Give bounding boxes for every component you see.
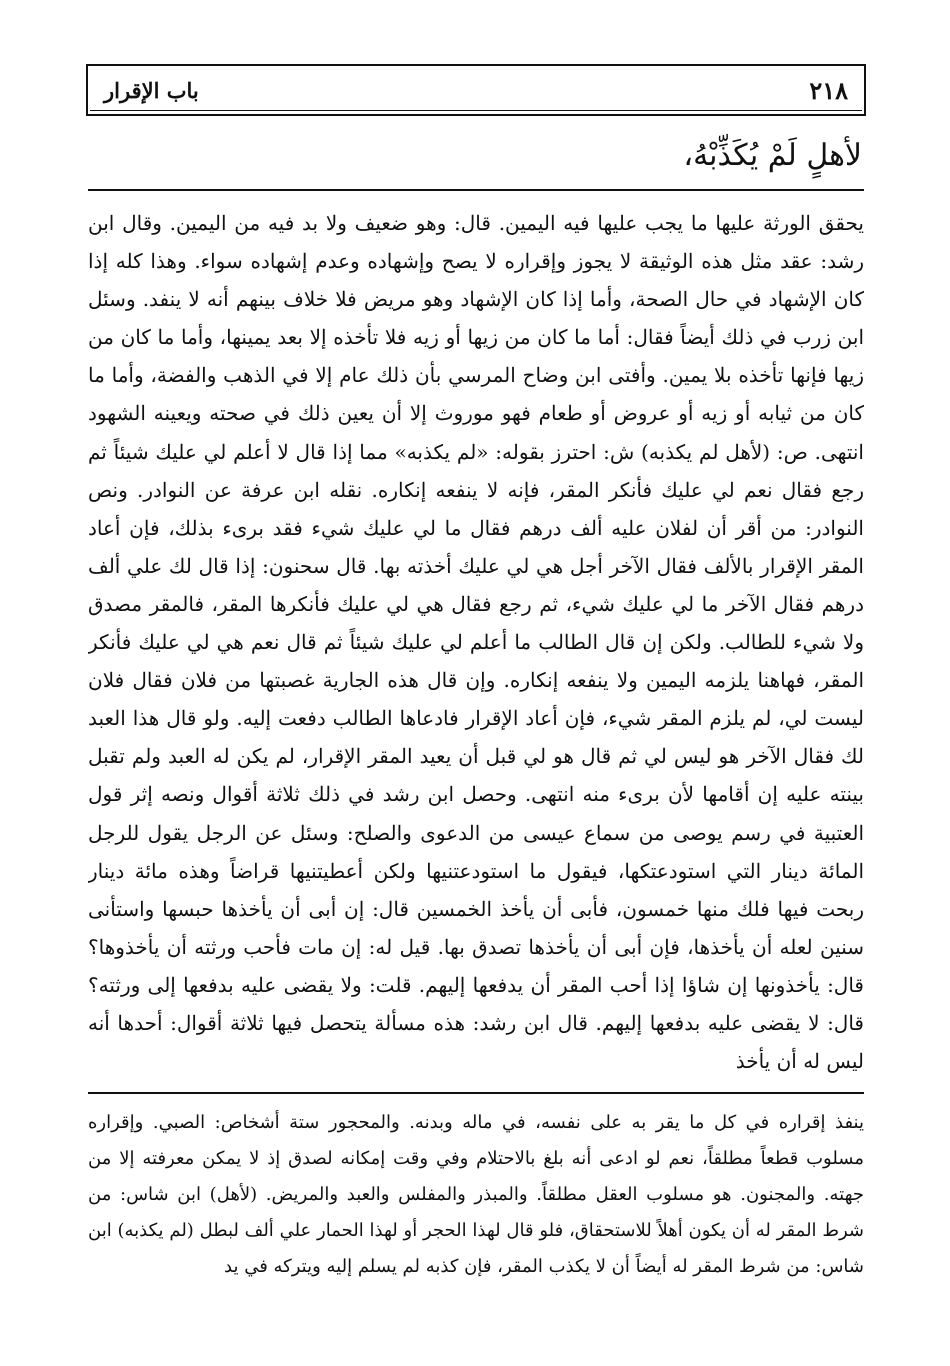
commentary-text: يحقق الورثة عليها ما يجب عليها فيه اليمين. قال: وهو ضعيف ولا بد فيه من اليمين. وقال ابن رشد: عقد مثل هذه الوثيقة لا يجوز وإقراره لا يصح وإشهاده وعدم إشهاده سواء. وهذا كله إذا كان الإشهاد في حال الصحة، وأما إذا كان الإشهاد وهو مريض فلا خلاف بينهم أنه لا ينفد. وسئل ابن زرب في ذلك أيضاً فقال: أما ما كان من زيها أو زيه فلا تأخذه إلا بعد يمينها، وأما ما كان من زيها فإنها تأخذه بلا يمين. وأفتى ابن وضاح المرسي بأن ذلك عام إلا في الذهب والفضة، وأما ما كان من ثيابه أو زيه أو عروض أو طعام فهو موروث إلا أن يعين ذلك في صحته ويعينه الشهود انتهى. ص: (لأهل لم يكذبه) ش: احترز بقوله: «لم يكذبه» مما إذا قال لا أعلم لي عليك شيئاً ثم رجع فقال نعم لي عليك فأنكر المقر، فإنه لا ينفعه إنكاره. نقله ابن عرفة عن النوادر. ونص النوادر: من أقر أن لفلان عليه ألف درهم فقال ما لي عليك شيء فقد برىء بذلك، فإن أعاد المقر الإقرار بالألف فقال الآخر أجل هي لي عليك أخذته بها. قال سحنون: إذا قال لك علي ألف درهم فقال الآخر ما لي عليك شيء، ثم رجع فقال هي لي عليك فأنكرها المقر، فالمقر مصدق ولا شيء للطالب. ولكن إن قال الطالب ما أعلم لي عليك شيئاً ثم قال نعم هي لي عليك فأنكر المقر، فهاهنا يلزمه اليمين ولا ينفعه إنكاره. وإن قال هذه الجارية غصبتها من فلان فقال فلان ليست لي، لم يلزم المقر شيء، فإن أعاد الإقرار فادعاها الطالب دفعت إليه. ولو قال هذا العبد لك فقال الآخر هو ليس لي ثم قال هو لي قبل أن يعيد المقر الإقرار، لم يكن له العبد ولم تقبل بينته عليه إن أقامها لأن برىء منه انتهى. وحصل ابن رشد في ذلك ثلاثة أقوال ونصه إثر قول العتبية في رسم يوصى من سماع عيسى من الدعوى والصلح: وسئل عن الرجل يقول للرجل المائة دينار التي استودعتكها، فيقول ما استودعتنيها ولكن أعطيتنيها قراضاً وهذه مائة دينار ربحت فيها فلك منها خمسون، فأبى أن يأخذ الخمسين قال: إن أبى أن يأخذها حبسها واستأنى سنين لعله أن يأخذها، فإن أبى أن يأخذها تصدق بها. قيل له: إن مات فأحب ورثته أن يأخذوها؟ قال: يأخذونها إن شاؤا إذا أحب المقر أن يدفعها إليهم. قلت: ولا يقضى عليه بدفعها إلى ورثته؟ قال: لا يقضى عليه بدفعها إليهم. قال ابن رشد: هذه مسألة يتحصل فيها ثلاثة أقوال: أحدها أنه ليس له أن يأخذ [88, 211, 864, 1074]
page-number: ٢١٨ [809, 76, 848, 105]
chapter-title: باب الإقرار [104, 78, 199, 103]
top-divider [88, 189, 864, 191]
footnote-text: ينفذ إقراره في كل ما يقر به على نفسه، في ماله وبدنه. والمحجور ستة أشخاص: الصبي. وإقراره مسلوب قطعاً مطلقاً، نعم لو ادعى أنه بلغ بالاحتلام وفي وقت إمكانه لصدق إذ لا يمكن معرفته إلا من جهته. والمجنون. هو مسلوب العقل مطلقاً. والمبذر والمفلس والعبد والمريض. (لأهل) ابن شاس: من شرط المقر له أن يكون أهلاً للاستحقاق، فلو قال لهذا الحجر أو لهذا الحمار علي ألف لبطل (لم يكذبه) ابن شاس: من شرط المقر له أيضاً أن لا يكذب المقر، فإن كذبه لم يسلم إليه ويتركه في يد [88, 1112, 864, 1277]
page-header [86, 64, 866, 116]
matn-text: لأهلٍ لَمْ يُكَذِّبْهُ، [683, 138, 862, 173]
footnote-divider [88, 1092, 864, 1094]
footnotes-block [88, 1105, 864, 1337]
commentary-block [88, 204, 864, 1084]
